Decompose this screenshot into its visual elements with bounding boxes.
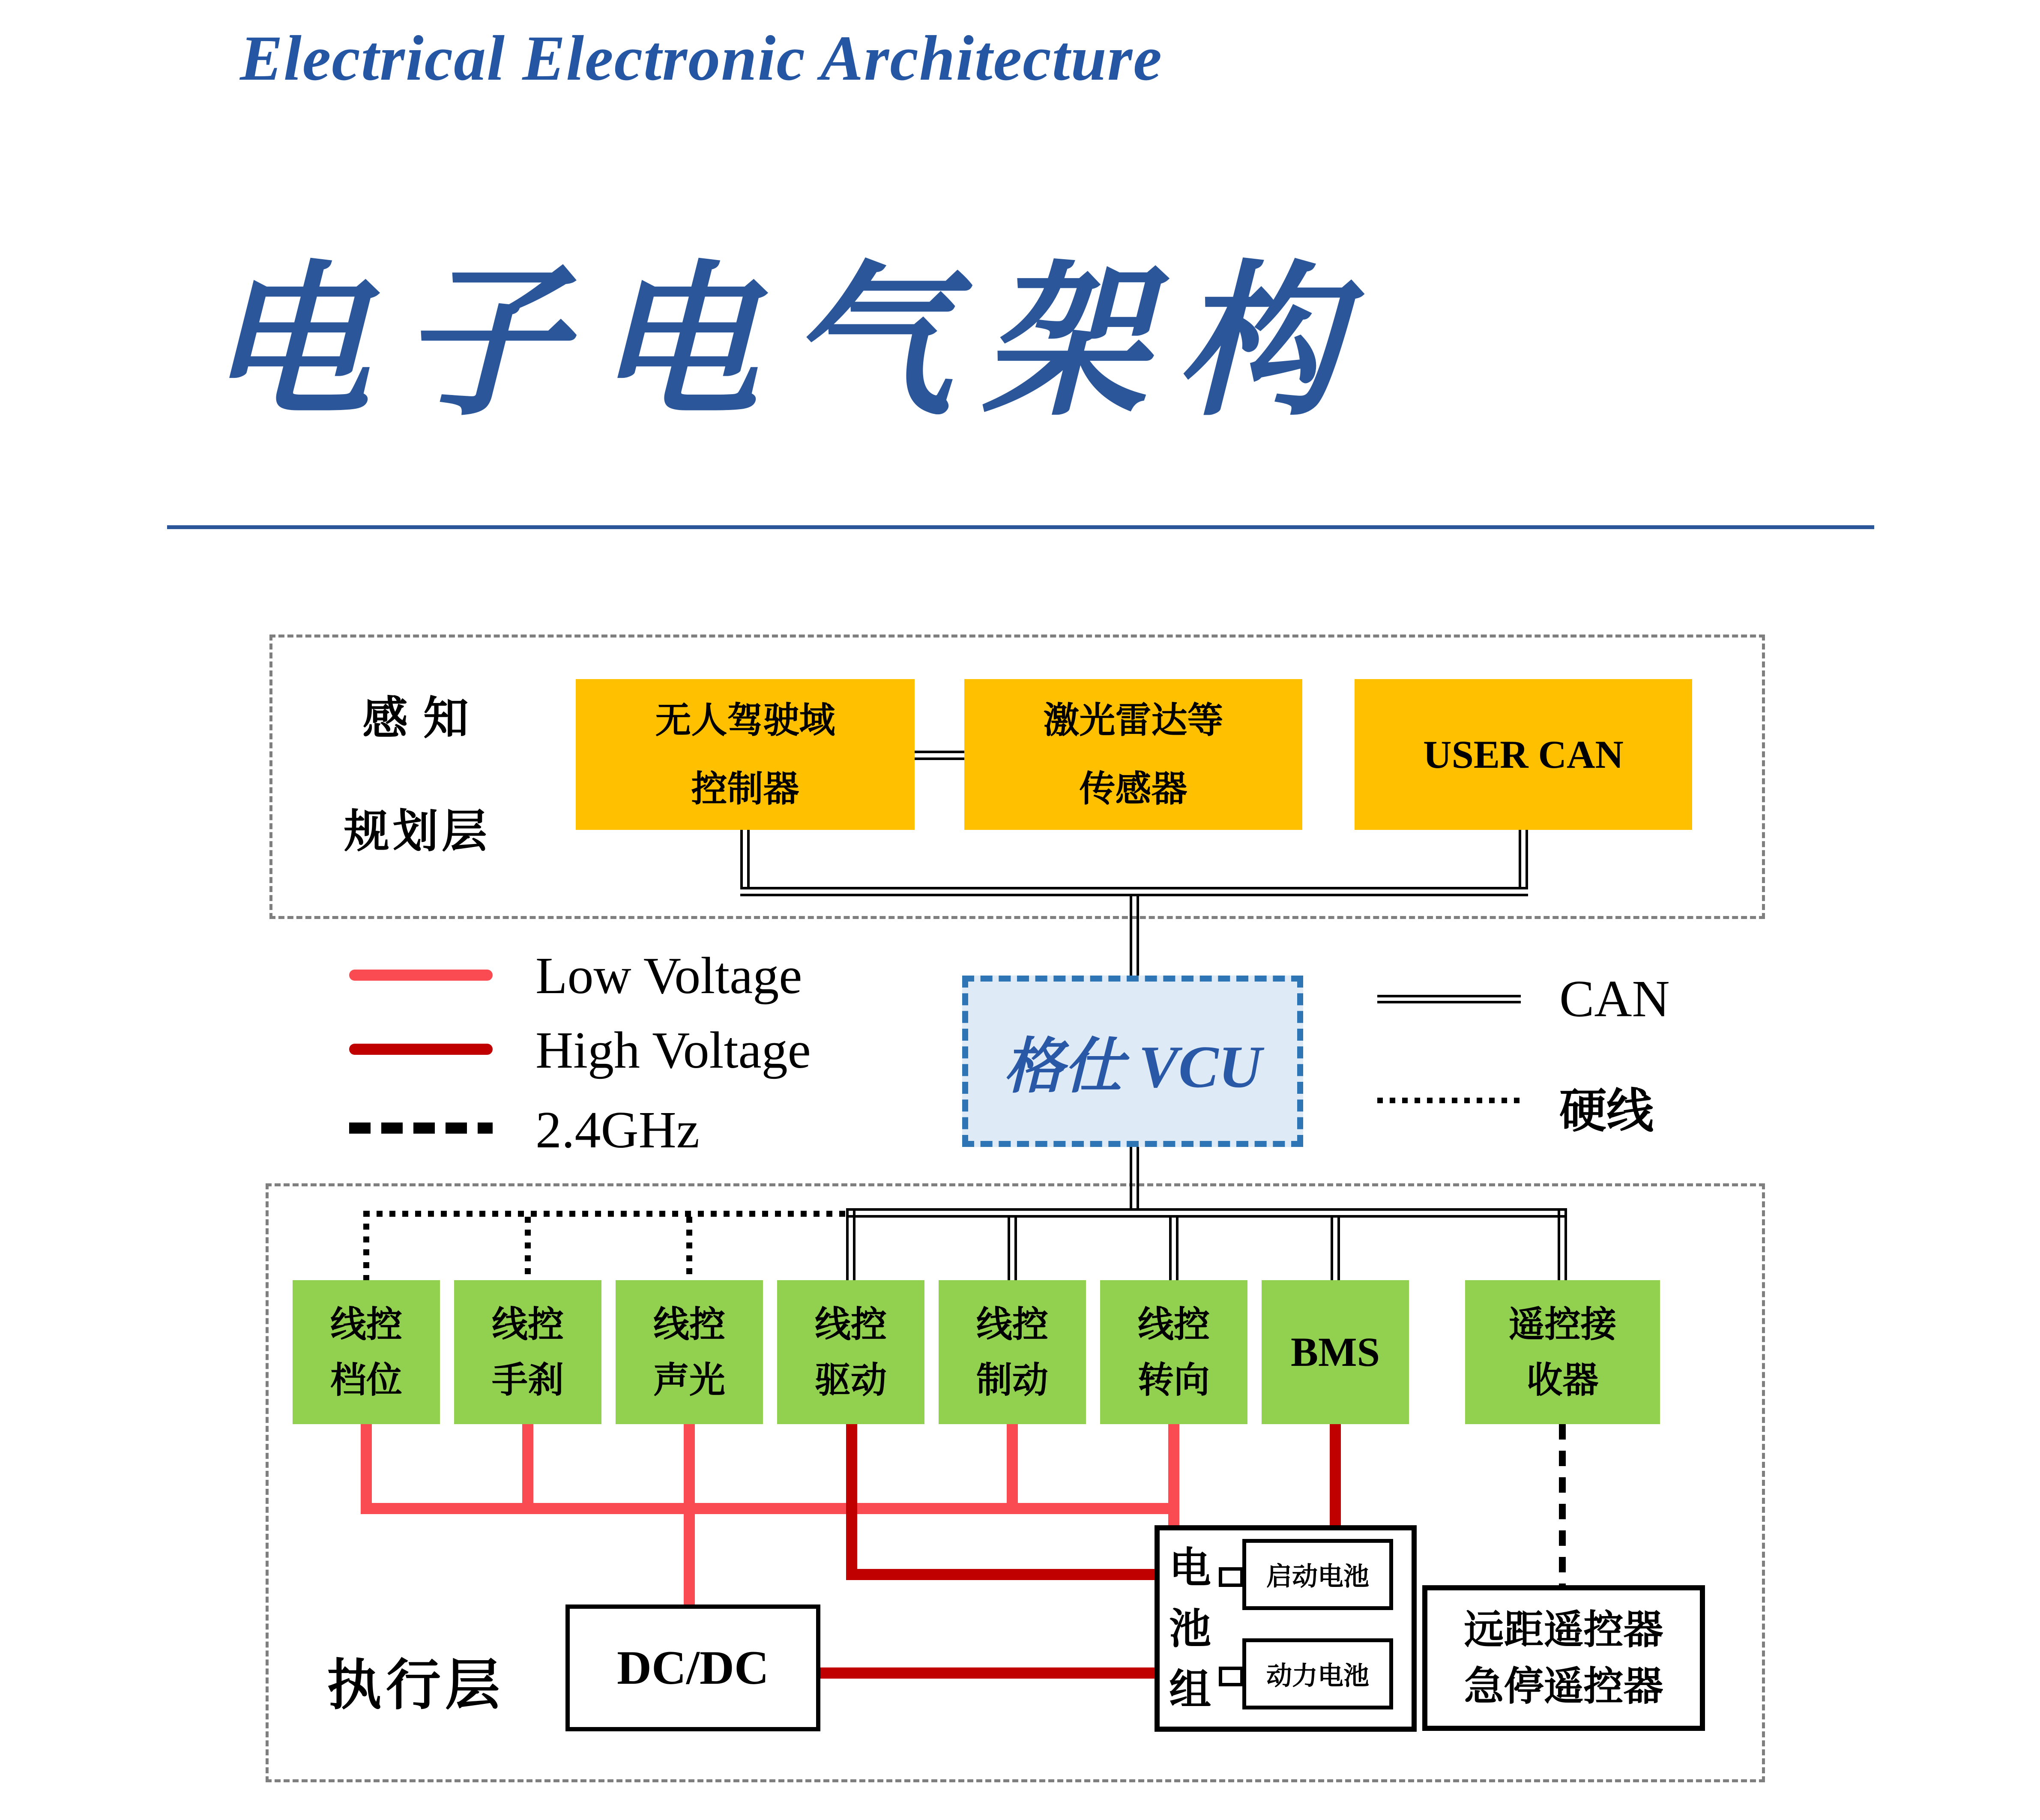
power-battery-box	[1242, 1638, 1393, 1709]
hardwire-drop-gear	[363, 1211, 369, 1280]
execution-layer-label: 执行层	[326, 1655, 504, 1716]
lv-bus	[361, 1503, 1179, 1514]
starter-battery-label: 启动电池	[1266, 1562, 1369, 1591]
can-drop-remote-receiver	[1558, 1208, 1567, 1280]
remote-label-line: 急停遥控器	[1464, 1664, 1663, 1709]
node-user-can	[1355, 679, 1692, 830]
can-bus	[846, 1208, 1567, 1218]
can-link-adc-lidar	[915, 751, 964, 760]
dcdc-box	[565, 1604, 820, 1731]
legend-high-voltage-swatch	[349, 1044, 493, 1055]
lv-drop-steering	[1168, 1424, 1179, 1508]
perception-can-collector	[740, 887, 1528, 896]
node-label: 线控	[330, 1304, 402, 1344]
battery-label-char: 组	[1169, 1666, 1211, 1713]
node-label: 无人驾驶域	[655, 700, 835, 740]
node-label: 线控	[814, 1304, 887, 1344]
node-driverless-domain-controller	[576, 679, 915, 830]
node-label: 声光	[653, 1360, 725, 1400]
node-label: 档位	[330, 1360, 402, 1400]
legend-high-voltage-label: High Voltage	[535, 1021, 811, 1079]
node-gear-by-wire	[293, 1280, 440, 1424]
hv-dcdc-to-battery	[818, 1667, 1155, 1679]
node-soundlight-by-wire	[616, 1280, 763, 1424]
starter-battery-box	[1242, 1539, 1393, 1610]
vcu-label: 格仕 VCU	[1003, 1033, 1262, 1100]
perception-layer-label-line1: 感知	[362, 693, 484, 744]
lv-drop-handbrake	[522, 1424, 533, 1508]
usercan-down-connector	[1519, 830, 1528, 887]
node-label: 线控	[1137, 1304, 1210, 1344]
power-battery-port	[1219, 1667, 1244, 1686]
remote-label-line: 远距遥控器	[1464, 1607, 1663, 1652]
node-label: 线控	[976, 1304, 1048, 1344]
power-battery-label: 动力电池	[1266, 1661, 1369, 1690]
vcu-uplink-connector	[1130, 896, 1139, 976]
node-label: 转向	[1137, 1360, 1210, 1400]
lv-drop-brake	[1007, 1424, 1018, 1508]
node-label: 驱动	[814, 1360, 887, 1400]
battery-pack-label	[1167, 1537, 1214, 1720]
vcu-box	[962, 976, 1303, 1147]
title-divider-rule	[167, 525, 1874, 529]
node-steering-by-wire	[1100, 1280, 1247, 1424]
node-label: 传感器	[1079, 769, 1188, 809]
perception-layer-label-line2: 规划层	[344, 806, 491, 857]
node-label: 线控	[491, 1304, 564, 1344]
page-title: 电子电气架构	[206, 253, 1370, 435]
legend-can-label: CAN	[1559, 970, 1670, 1028]
node-handbrake-by-wire	[454, 1280, 601, 1424]
can-drop-brake	[1008, 1218, 1017, 1280]
can-drop-steering	[1169, 1218, 1179, 1280]
starter-battery-port	[1219, 1567, 1244, 1587]
lv-drop-soundlight-to-dcdc	[684, 1424, 695, 1604]
script-subtitle: Electrical Electronic Architecture	[240, 23, 1163, 94]
node-remote-receiver	[1465, 1280, 1660, 1424]
can-drop-drive	[846, 1208, 855, 1280]
remote-controller-box	[1422, 1585, 1705, 1731]
legend-hardwire-label: 硬线	[1559, 1085, 1654, 1138]
node-brake-by-wire	[939, 1280, 1086, 1424]
legend-low-voltage-swatch	[349, 970, 493, 981]
hv-bms-to-battery	[1330, 1424, 1341, 1527]
node-label: 制动	[976, 1360, 1048, 1400]
hv-drive-to-battery	[846, 1569, 1155, 1580]
adc-down-connector	[740, 830, 750, 887]
hardwire-drop-soundlight	[686, 1217, 692, 1280]
lv-drop-gear	[361, 1424, 372, 1508]
node-label: 收器	[1526, 1360, 1599, 1400]
node-label: 线控	[653, 1304, 725, 1344]
node-lidar-sensors	[964, 679, 1302, 830]
hardwire-drop-handbrake	[525, 1217, 531, 1280]
node-label: USER CAN	[1423, 733, 1624, 776]
legend-low-voltage-label: Low Voltage	[535, 947, 802, 1005]
node-label: BMS	[1290, 1329, 1380, 1375]
node-label: 手刹	[491, 1360, 564, 1400]
node-bms	[1262, 1280, 1409, 1424]
dcdc-label: DC/DC	[617, 1641, 769, 1694]
legend-24ghz-swatch	[349, 1123, 493, 1134]
legend-24ghz-label: 2.4GHz	[535, 1101, 700, 1159]
node-label: 控制器	[691, 769, 799, 809]
lv-feed-battery	[1168, 1503, 1179, 1527]
legend-can-swatch	[1377, 995, 1521, 1003]
node-drive-by-wire	[777, 1280, 924, 1424]
node-label: 遥控接	[1508, 1304, 1617, 1344]
rf-link-receiver-to-remote	[1559, 1424, 1566, 1587]
node-label: 激光雷达等	[1043, 700, 1223, 740]
vcu-downlink-connector	[1130, 1147, 1139, 1210]
legend-hardwire-swatch	[1377, 1098, 1521, 1103]
battery-label-char: 池	[1169, 1605, 1211, 1652]
battery-label-char: 电	[1169, 1544, 1211, 1591]
can-drop-bms	[1331, 1218, 1340, 1280]
hardwire-bus	[364, 1211, 846, 1217]
hv-drive-vertical	[846, 1424, 857, 1580]
